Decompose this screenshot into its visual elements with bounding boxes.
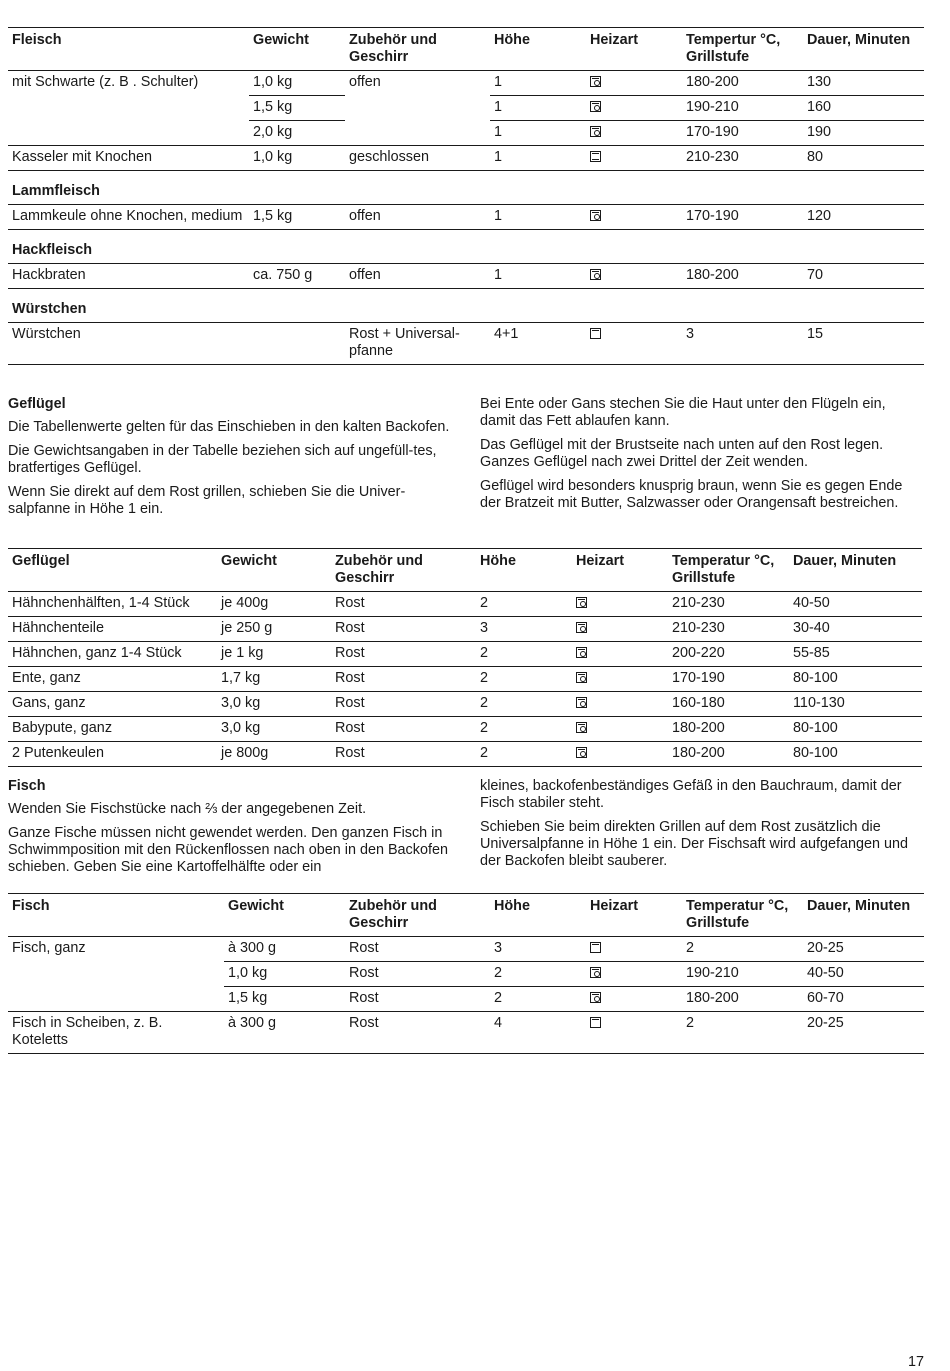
accessory: Rost: [331, 667, 476, 692]
level: 1: [490, 205, 586, 230]
level: 2: [476, 667, 572, 692]
weight: 1,0 kg: [249, 71, 345, 96]
paragraph: Geflügel wird besonders knusprig braun, wenn Sie es gegen Ende der Bratzeit mit Butter, Salzwasser oder Orangensaft bestreichen.: [480, 478, 903, 511]
level: 4+1: [490, 323, 586, 365]
section-heading-row: [8, 171, 924, 205]
table-row: [8, 1012, 924, 1054]
duration: 80-100: [789, 742, 922, 767]
weight: je 1 kg: [217, 642, 331, 667]
header-cell: Dauer, Minuten: [789, 549, 922, 592]
header-cell: Heizart: [572, 549, 668, 592]
temperature: 2: [682, 937, 803, 962]
level: 2: [490, 987, 586, 1012]
section-title: Hackfleisch: [8, 230, 924, 264]
poultry-table: [8, 548, 922, 767]
dish-name: Gans, ganz: [8, 692, 217, 717]
dish-name: Lammkeule ohne Knochen, medium: [8, 205, 249, 230]
section-title: Geflügel: [8, 396, 66, 412]
level: 2: [476, 592, 572, 617]
paragraph: Die Tabellenwerte gelten für das Einschieben in den kalten Backofen.: [8, 419, 450, 435]
weight: 3,0 kg: [217, 717, 331, 742]
poultry-notes-left: [8, 396, 456, 525]
temperature: 180-200: [682, 71, 803, 96]
accessory: offen: [345, 205, 490, 230]
paragraph: Schieben Sie beim direkten Grillen auf dem Rost zusätzlich die Universalpfanne in Höhe 1 ein. Der Fischsaft wird aufgefangen und der Backofen bleibt sauberer.: [480, 819, 908, 869]
table-row: [8, 962, 924, 987]
fish-table: [8, 893, 924, 1054]
level: 1: [490, 146, 586, 171]
accessory: offen: [349, 74, 381, 90]
temperature: 190-210: [682, 962, 803, 987]
weight: 1,5 kg: [249, 205, 345, 230]
table-row: [8, 323, 924, 365]
accessory: Rost: [331, 592, 476, 617]
table-row: [8, 692, 922, 717]
temperature: 170-190: [682, 205, 803, 230]
dish-name: Würstchen: [8, 323, 249, 365]
page-number: 17: [907, 1354, 924, 1370]
duration: 20-25: [803, 937, 924, 962]
accessory: Rost: [331, 742, 476, 767]
meat-table: [8, 27, 924, 365]
table-row: [8, 642, 922, 667]
fan-grill-icon: [576, 697, 587, 708]
duration: 80-100: [789, 667, 922, 692]
paragraph: Ganze Fische müssen nicht gewendet werden. Den ganzen Fisch in Schwimmposition mit den Rückenflossen nach oben in den Backofen schieben. Geben Sie eine Kartoffelhälfte oder ein: [8, 825, 448, 875]
paragraph: Wenden Sie Fischstücke nach ⅔ der angegebenen Zeit.: [8, 801, 367, 817]
dish-name: mit Schwarte (z. B . Schulter): [12, 74, 199, 90]
temperature: 180-200: [682, 264, 803, 289]
paragraph: Das Geflügel mit der Brustseite nach unten auf den Rost legen. Ganzes Geflügel nach zwei Drittel der Zeit wenden.: [480, 437, 884, 470]
level: 1: [490, 96, 586, 121]
accessory: Rost: [331, 692, 476, 717]
duration: 15: [803, 323, 924, 365]
header-cell: Zubehör und Geschirr: [345, 894, 490, 937]
temperature: 180-200: [668, 717, 789, 742]
duration: 80-100: [789, 717, 922, 742]
fan-grill-icon: [576, 672, 587, 683]
accessory: offen: [345, 264, 490, 289]
dish-name: Babypute, ganz: [8, 717, 217, 742]
level: 3: [490, 937, 586, 962]
level: 2: [490, 962, 586, 987]
header-cell: Höhe: [490, 894, 586, 937]
weight: 1,7 kg: [217, 667, 331, 692]
dish-name: Hähnchenhälften, 1-4 Stück: [8, 592, 217, 617]
dish-name: Hähnchenteile: [8, 617, 217, 642]
header-cell: Temperatur °C, Grillstufe: [668, 549, 789, 592]
weight: 3,0 kg: [217, 692, 331, 717]
paragraph: Bei Ente oder Gans stechen Sie die Haut unter den Flügeln ein, damit das Fett ablaufen kann.: [480, 396, 886, 429]
header-cell: Tempertur °C, Grillstufe: [682, 28, 803, 71]
table-row: [8, 146, 924, 171]
duration: 160: [803, 96, 924, 121]
level: 2: [476, 742, 572, 767]
dish-name: Fisch, ganz: [12, 940, 86, 956]
header-cell: Gewicht: [217, 549, 331, 592]
table-row: [8, 617, 922, 642]
duration: 40-50: [803, 962, 924, 987]
duration: 190: [803, 121, 924, 146]
header-cell: Fleisch: [8, 28, 249, 71]
temperature: 210-230: [682, 146, 803, 171]
fish-notes-right: [480, 778, 924, 877]
temperature: 2: [682, 1012, 803, 1054]
temperature: 210-230: [668, 617, 789, 642]
table-row: [8, 264, 924, 289]
table-row: [8, 121, 924, 146]
fan-grill-icon: [590, 210, 601, 221]
accessory: Rost: [345, 937, 490, 962]
temperature: 3: [682, 323, 803, 365]
header-cell: Höhe: [490, 28, 586, 71]
fan-grill-icon: [576, 722, 587, 733]
table-row: [8, 96, 924, 121]
level: 2: [476, 717, 572, 742]
dish-name: 2 Putenkeulen: [8, 742, 217, 767]
header-cell: Geflügel: [8, 549, 217, 592]
table-row: [8, 592, 922, 617]
table-row: [8, 937, 924, 962]
weight: ca. 750 g: [249, 264, 345, 289]
duration: 120: [803, 205, 924, 230]
weight: [249, 323, 345, 365]
weight: je 800g: [217, 742, 331, 767]
temperature: 180-200: [682, 987, 803, 1012]
section-title: Würstchen: [8, 289, 924, 323]
section-title: Fisch: [8, 778, 46, 794]
accessory: geschlossen: [345, 146, 490, 171]
temperature: 170-190: [668, 667, 789, 692]
duration: 130: [803, 71, 924, 96]
table-row: [8, 205, 924, 230]
table-row: [8, 717, 922, 742]
duration: 55-85: [789, 642, 922, 667]
weight: 1,5 kg: [249, 96, 345, 121]
weight: je 250 g: [217, 617, 331, 642]
accessory: Rost: [331, 717, 476, 742]
accessory: Rost: [331, 617, 476, 642]
header-cell: Heizart: [586, 28, 682, 71]
accessory: Rost: [345, 987, 490, 1012]
fan-grill-icon: [576, 647, 587, 658]
weight: 2,0 kg: [249, 121, 345, 146]
temperature: 170-190: [682, 121, 803, 146]
accessory: Rost + Universal-pfanne: [345, 323, 490, 365]
fish-notes-left: [8, 778, 456, 883]
header-cell: Zubehör und Geschirr: [331, 549, 476, 592]
table-header-row: [8, 28, 924, 71]
duration: 60-70: [803, 987, 924, 1012]
header-cell: Heizart: [586, 894, 682, 937]
table-header-row: [8, 894, 924, 937]
header-cell: Temperatur °C, Grillstufe: [682, 894, 803, 937]
level: 3: [476, 617, 572, 642]
table-row: [8, 987, 924, 1012]
header-cell: Dauer, Minuten: [803, 28, 924, 71]
accessory: Rost: [345, 962, 490, 987]
header-cell: Zubehör und Geschirr: [345, 28, 490, 71]
dish-name: Kasseler mit Knochen: [8, 146, 249, 171]
accessory: Rost: [331, 642, 476, 667]
fan-grill-icon: [590, 269, 601, 280]
grill-icon: [590, 942, 601, 953]
temperature: 180-200: [668, 742, 789, 767]
section-heading-row: [8, 230, 924, 264]
dish-name: Ente, ganz: [8, 667, 217, 692]
dish-name: Fisch in Scheiben, z. B. Koteletts: [8, 1012, 224, 1054]
fan-grill-icon: [590, 992, 601, 1003]
top-bottom-heat-icon: [590, 151, 601, 162]
level: 1: [490, 71, 586, 96]
paragraph: Die Gewichtsangaben in der Tabelle beziehen sich auf ungefüll-tes, bratfertiges Geflügel.: [8, 443, 437, 476]
header-cell: Fisch: [8, 894, 224, 937]
level: 4: [490, 1012, 586, 1054]
dish-name: Hähnchen, ganz 1-4 Stück: [8, 642, 217, 667]
fan-grill-icon: [576, 747, 587, 758]
header-cell: Höhe: [476, 549, 572, 592]
weight: 1,0 kg: [224, 962, 345, 987]
temperature: 210-230: [668, 592, 789, 617]
duration: 80: [803, 146, 924, 171]
table-row: [8, 71, 924, 96]
weight: à 300 g: [224, 937, 345, 962]
paragraph: Wenn Sie direkt auf dem Rost grillen, schieben Sie die Univer-salpfanne in Höhe 1 ein.: [8, 484, 406, 517]
accessory: Rost: [345, 1012, 490, 1054]
header-cell: Gewicht: [224, 894, 345, 937]
paragraph: kleines, backofenbeständiges Gefäß in den Bauchraum, damit der Fisch stabiler steht.: [480, 778, 902, 811]
level: 2: [476, 642, 572, 667]
header-cell: Gewicht: [249, 28, 345, 71]
duration: 110-130: [789, 692, 922, 717]
fan-grill-icon: [576, 622, 587, 633]
level: 2: [476, 692, 572, 717]
table-row: [8, 742, 922, 767]
duration: 40-50: [789, 592, 922, 617]
poultry-notes-right: [480, 396, 924, 519]
fan-grill-icon: [590, 101, 601, 112]
duration: 70: [803, 264, 924, 289]
fan-grill-icon: [590, 967, 601, 978]
dish-name: Hackbraten: [8, 264, 249, 289]
temperature: 160-180: [668, 692, 789, 717]
level: 1: [490, 121, 586, 146]
fan-grill-icon: [590, 126, 601, 137]
level: 1: [490, 264, 586, 289]
table-header-row: [8, 549, 922, 592]
section-title: Lammfleisch: [8, 171, 924, 205]
header-cell: Dauer, Minuten: [803, 894, 924, 937]
weight: je 400g: [217, 592, 331, 617]
grill-icon: [590, 1017, 601, 1028]
table-row: [8, 667, 922, 692]
temperature: 190-210: [682, 96, 803, 121]
fan-grill-icon: [576, 597, 587, 608]
duration: 30-40: [789, 617, 922, 642]
grill-icon: [590, 328, 601, 339]
duration: 20-25: [803, 1012, 924, 1054]
section-heading-row: [8, 289, 924, 323]
weight: à 300 g: [224, 1012, 345, 1054]
weight: 1,0 kg: [249, 146, 345, 171]
temperature: 200-220: [668, 642, 789, 667]
fan-grill-icon: [590, 76, 601, 87]
weight: 1,5 kg: [224, 987, 345, 1012]
